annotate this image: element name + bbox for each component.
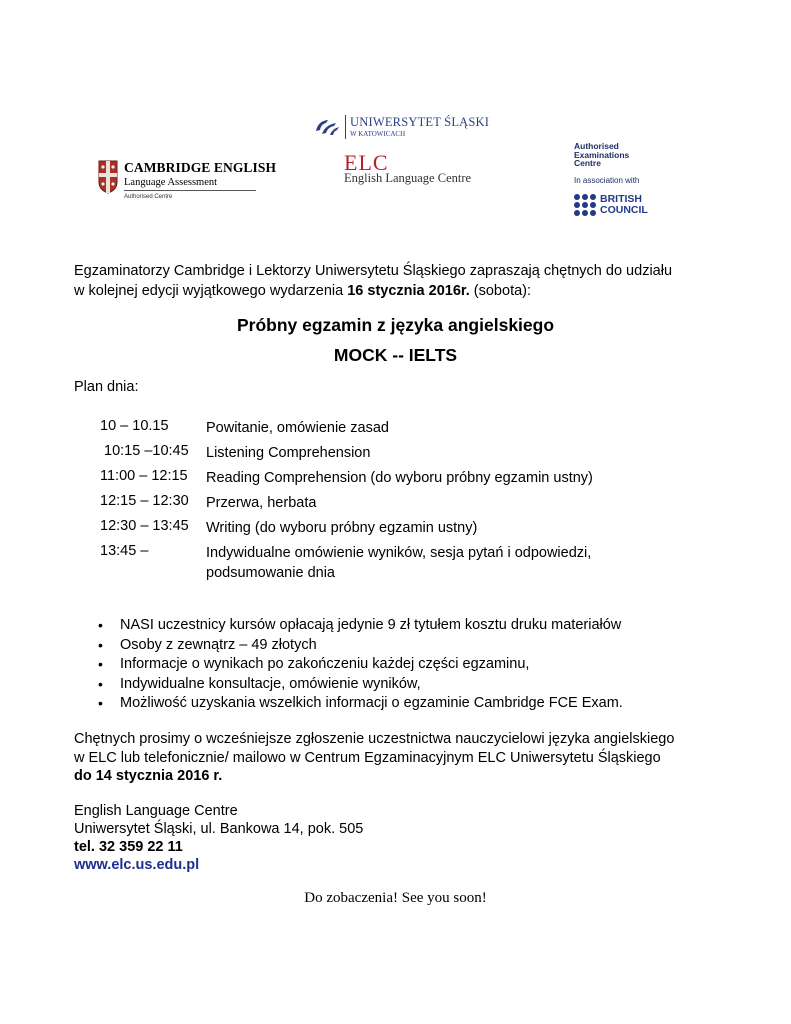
schedule-time: 10 – 10.15 (100, 418, 169, 434)
list-item: • Indywidualne konsultacje, omówienie wyników, (96, 676, 623, 696)
schedule-time: 12:15 – 12:30 (100, 493, 189, 509)
cambridge-logo-subtitle: Language Assessment (124, 177, 218, 188)
british-council-line-2: COUNCIL (600, 204, 648, 216)
closing-message: Do zobaczenia! See you soon! (304, 890, 487, 906)
contact-phone: tel. 32 359 22 11 (74, 839, 183, 855)
plan-label: Plan dnia: (74, 379, 139, 395)
cambridge-shield-icon (98, 160, 118, 194)
aec-line-1: Authorised (574, 141, 619, 151)
university-name: UNIWERSYTET ŚLĄSKI (350, 115, 490, 129)
page-subtitle: MOCK -- IELTS (333, 345, 458, 365)
registration-line-2: w ELC lub telefonicznie/ mailowo w Centrum Egzaminacyjnym ELC Uniwersytetu Śląskiego (74, 750, 661, 766)
british-council-dots-icon (574, 194, 596, 216)
intro-line-2-post: (sobota): (469, 283, 532, 299)
cambridge-logo-note: Authorised Centre (124, 194, 173, 200)
aec-line-3: Centre (574, 158, 601, 168)
schedule-desc: Writing (do wyboru próbny egzamin ustny) (206, 520, 478, 536)
university-logo (314, 115, 490, 145)
info-list (96, 617, 623, 715)
list-item: • Informacje o wynikach po zakończeniu każdej części egzaminu, (96, 656, 623, 676)
registration-deadline: do 14 stycznia 2016 r. (74, 768, 223, 784)
schedule-time: 10:15 –10:45 (104, 443, 189, 459)
schedule-time: 11:00 – 12:15 (100, 468, 188, 484)
schedule-desc: Indywidualne omówienie wyników, sesja pytań i odpowiedzi, (206, 545, 592, 561)
schedule-desc: Przerwa, herbata (206, 495, 317, 511)
schedule-desc-continued: podsumowanie dnia (206, 565, 335, 581)
elc-logo-subtitle: English Language Centre (344, 171, 472, 185)
british-council-mark (574, 194, 664, 218)
british-council-logo (574, 141, 674, 216)
cambridge-english-logo (98, 160, 277, 206)
event-date: 16 stycznia 2016r. (347, 283, 470, 299)
schedule-time: 12:30 – 13:45 (100, 518, 189, 534)
cambridge-logo-rule (124, 190, 256, 191)
british-council-line-1: BRITISH (600, 193, 642, 205)
list-item: • NASI uczestnicy kursów opłacają jedynie 9 zł tytułem kosztu druku materiałów (96, 617, 623, 637)
university-city: W KATOWICACH (350, 130, 406, 138)
university-logo-divider (345, 115, 346, 139)
aec-association: In association with (574, 175, 640, 185)
cambridge-logo-title: CAMBRIDGE ENGLISH (124, 160, 277, 175)
schedule-desc: Powitanie, omówienie zasad (206, 420, 389, 436)
contact-address: Uniwersytet Śląski, ul. Bankowa 14, pok. 505 (74, 821, 364, 837)
aec-line-2: Examinations (574, 149, 630, 160)
schedule-desc: Listening Comprehension (206, 445, 371, 461)
intro-line-2-pre: w kolejnej edycji wyjątkowego wydarzenia (74, 283, 348, 299)
intro-line-1: Egzaminatorzy Cambridge i Lektorzy Uniwersytetu Śląskiego zapraszają chętnych do udziału (74, 263, 673, 279)
contact-name: English Language Centre (74, 803, 238, 819)
british-council-name (600, 194, 648, 216)
intro-line-2 (74, 281, 531, 301)
schedule-desc: Reading Comprehension (do wyboru próbny egzamin ustny) (206, 470, 593, 486)
page-title: Próbny egzamin z języka angielskiego (236, 315, 555, 335)
website-link[interactable]: www.elc.us.edu.pl (74, 857, 200, 873)
list-item: • Możliwość uzyskania wszelkich informacji o egzaminie Cambridge FCE Exam. (96, 695, 623, 715)
list-item: • Osoby z zewnątrz – 49 złotych (96, 637, 623, 657)
university-mark-icon (314, 117, 340, 137)
registration-line-1: Chętnych prosimy o wcześniejsze zgłoszenie uczestnictwa nauczycielowi języka angielskiego (74, 731, 675, 747)
elc-logo-title: ELC (344, 150, 389, 175)
schedule-time: 13:45 – (100, 543, 149, 559)
